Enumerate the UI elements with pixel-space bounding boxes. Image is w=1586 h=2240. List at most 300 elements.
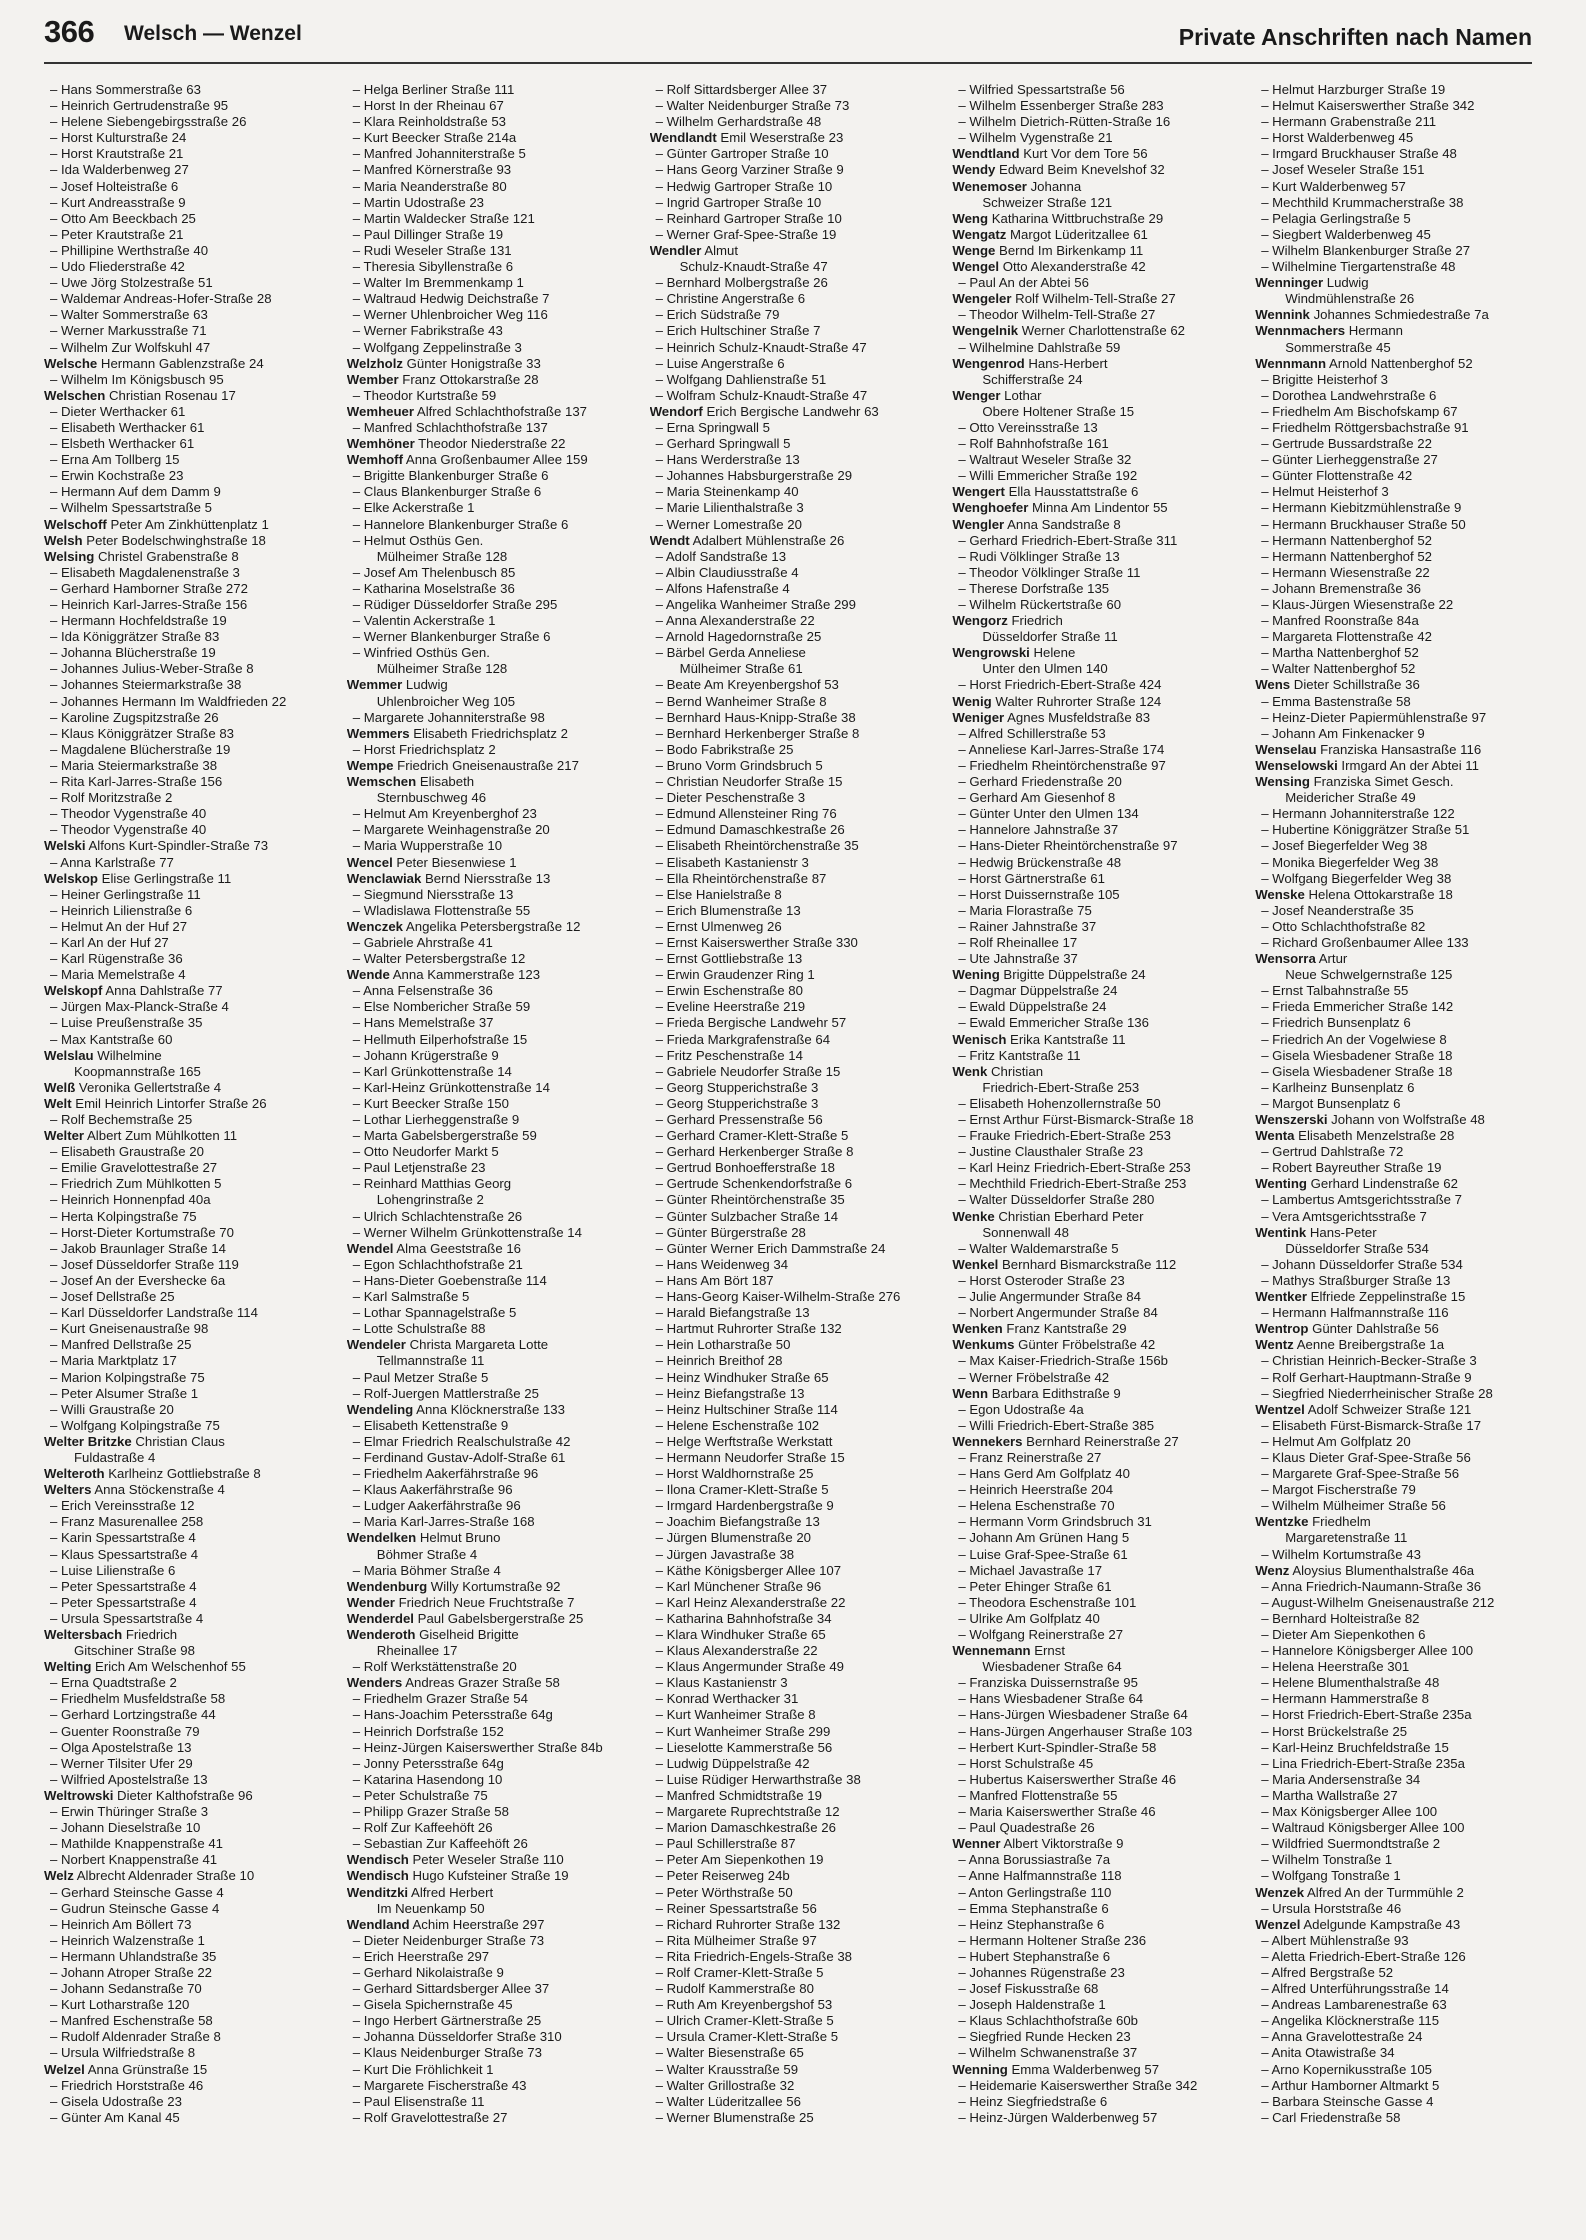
directory-entry (650, 130, 927, 146)
directory-entry (650, 1514, 927, 1530)
entry-text: – Katharina Bahnhofstraße 34 (655, 1610, 832, 1626)
entry-text: – Horst Osteroder Straße 23 (958, 1272, 1125, 1288)
entry-text: – Heinz-Jürgen Walderbenweg 57 (958, 2109, 1158, 2125)
column-1 (44, 82, 321, 2220)
entry-text: – Heinrich Lilienstraße 6 (50, 902, 193, 918)
directory-entry (44, 581, 321, 597)
directory-entry (952, 1788, 1229, 1804)
entry-text: – Johannes Julius-Weber-Straße 8 (50, 661, 254, 677)
entry-text: – Dieter Werthacker 61 (50, 403, 186, 419)
directory-entry (650, 1498, 927, 1514)
directory-entry (952, 677, 1229, 693)
entry-text: – Therese Dorfstraße 135 (958, 580, 1110, 596)
entry-text: – Franziska Duissernstraße 95 (958, 1675, 1138, 1691)
entry-text: – Peter Spessartstraße 4 (50, 1594, 197, 1610)
directory-entry (952, 742, 1229, 758)
directory-entry (952, 855, 1229, 871)
entry-text: – Friedhelm Musfeldstraße 58 (50, 1691, 226, 1707)
directory-entry (347, 790, 624, 806)
entry-text: – Horst Krautstraße 21 (50, 146, 184, 162)
entry-text: – Elisabeth Graustraße 20 (50, 1144, 204, 1160)
directory-entry (347, 1643, 624, 1659)
entry-text: – Gabriele Ahrstraße 41 (352, 934, 493, 950)
entry-text: Alma Geeststraße 16 (393, 1240, 521, 1256)
entry-text: – Jürgen Max-Planck-Straße 4 (50, 999, 229, 1015)
entry-text: – Angelika Wanheimer Straße 299 (655, 597, 856, 612)
directory-entry (650, 838, 927, 854)
entry-text: – Hermann Kiebitzmühlenstraße 9 (1261, 500, 1462, 516)
directory-entry (347, 822, 624, 838)
directory-entry (1255, 420, 1532, 436)
entry-text: – Olga Apostelstraße 13 (50, 1739, 192, 1755)
directory-entry (952, 1627, 1229, 1643)
entry-text: – Maria Böhmer Straße 4 (352, 1562, 501, 1578)
entry-text: – Emilie Gravelottestraße 27 (50, 1160, 218, 1176)
directory-entry (44, 1691, 321, 1707)
entry-text: – Wilhelm Blankenburger Straße 27 (1261, 242, 1471, 258)
directory-entry (44, 2029, 321, 2045)
directory-entry (650, 1772, 927, 1788)
entry-surname: Wenz (1255, 1562, 1290, 1578)
entry-text: – Anna Gravelottestraße 24 (1261, 2029, 1423, 2045)
entry-text: – Werner Fabrikstraße 43 (352, 323, 503, 339)
entry-text: – Paul Metzer Straße 5 (352, 1369, 489, 1385)
entry-text: Sommerstraße 45 (1285, 339, 1391, 355)
entry-text: – Alfred Schillerstraße 53 (958, 725, 1106, 741)
entry-text: – Josef Neanderstraße 35 (1261, 902, 1414, 918)
entry-surname: Wenzel (1255, 1916, 1301, 1932)
entry-text: – Ludger Aakerfährstraße 96 (352, 1498, 521, 1514)
directory-entry (1255, 291, 1532, 307)
entry-surname: Wendorf (649, 403, 703, 419)
entry-text: – Johannes Hermann Im Waldfrieden 22 (50, 693, 287, 709)
entry-text: – Wilhelm Zur Wolfskuhl 47 (50, 339, 211, 355)
directory-entry (650, 983, 927, 999)
entry-text: – Klaus Aakerfährstraße 96 (352, 1482, 513, 1498)
entry-text: – Heinz Biefangstraße 13 (655, 1385, 805, 1401)
entry-text: – Bernhard Holteistraße 82 (1261, 1610, 1420, 1626)
directory-entry (952, 565, 1229, 581)
directory-entry (347, 2029, 624, 2045)
entry-text: Düsseldorfer Straße 11 (982, 629, 1118, 645)
directory-entry (952, 275, 1229, 291)
directory-entry (650, 774, 927, 790)
directory-entry (1255, 533, 1532, 549)
directory-entry (347, 2094, 624, 2110)
directory-entry (952, 1724, 1229, 1740)
entry-text: – Reinhard Matthias Georg (352, 1176, 512, 1192)
entry-surname: Wenselowski (1255, 757, 1338, 773)
directory-entry (1255, 999, 1532, 1015)
directory-entry (650, 1418, 927, 1434)
entry-text: – Maria Kaiserswerther Straße 46 (958, 1804, 1156, 1820)
directory-entry (347, 1885, 624, 1901)
entry-text: – Angelika Klöcknerstraße 115 (1261, 2013, 1440, 2029)
entry-surname: Wens (1255, 677, 1291, 693)
directory-entry (44, 323, 321, 339)
entry-text: Almut (701, 242, 739, 258)
entry-text: – Hermann Halfmannstraße 116 (1261, 1305, 1449, 1321)
directory-entry (347, 677, 624, 693)
directory-entry (347, 1015, 624, 1031)
directory-entry (44, 871, 321, 887)
entry-text: – Bodo Fabrikstraße 25 (655, 741, 794, 757)
entry-text: – Helmut Harzburger Straße 19 (1261, 82, 1446, 97)
directory-entry (650, 1192, 927, 1208)
directory-entry (650, 549, 927, 565)
directory-entry (44, 1852, 321, 1868)
entry-text: – Hermann Neudorfer Straße 15 (655, 1449, 845, 1465)
directory-entry (347, 1579, 624, 1595)
entry-text: – Anne Halfmannstraße 118 (958, 1868, 1122, 1884)
entry-text: – Helmut Am Kreyenberghof 23 (352, 806, 537, 822)
entry-text: – Lothar Lierheggenstraße 9 (352, 1112, 520, 1127)
entry-text: – Peter Reiserweg 24b (655, 1868, 790, 1884)
entry-text: – Alfred Bergstraße 52 (1261, 1964, 1394, 1980)
directory-entry (347, 1289, 624, 1305)
entry-text: – Heinrich Honnenpfad 40a (50, 1192, 211, 1208)
directory-entry (952, 1820, 1229, 1836)
entry-text: – Alfred Unterführungsstraße 14 (1261, 1981, 1449, 1997)
directory-entry (1255, 967, 1532, 983)
directory-entry (44, 967, 321, 983)
directory-entry (952, 645, 1229, 661)
entry-text: – Wolfgang Kolpingstraße 75 (50, 1417, 220, 1433)
directory-entry (1255, 1080, 1532, 1096)
entry-text: – Johanna Düsseldorfer Straße 310 (352, 2029, 562, 2045)
entry-text: – Walter Biesenstraße 65 (655, 2045, 804, 2061)
entry-text: – Hubert Stephanstraße 6 (958, 1948, 1111, 1964)
directory-entry (650, 1563, 927, 1579)
directory-entry (1255, 259, 1532, 275)
entry-text: Neue Schwelgernstraße 125 (1285, 967, 1453, 983)
directory-entry (650, 1048, 927, 1064)
directory-entry (650, 291, 927, 307)
entry-surname: Wendtland (952, 146, 1020, 162)
entry-text: Alfred An der Turmmühle 2 (1304, 1884, 1464, 1900)
entry-surname: Wenemoser (952, 178, 1027, 194)
entry-text: Hans-Herbert (1024, 355, 1108, 371)
entry-text: – Hein Lotharstraße 50 (655, 1337, 791, 1353)
directory-entry (1255, 1917, 1532, 1933)
directory-entry (44, 2062, 321, 2078)
entry-text: – Bernhard Molbergstraße 26 (655, 275, 828, 291)
entry-text: – Emma Bastenstraße 58 (1261, 693, 1411, 709)
entry-text: – Franz Masurenallee 258 (50, 1514, 204, 1530)
entry-text: – Paul Schillerstraße 87 (655, 1836, 796, 1852)
entry-text: – Philipp Grazer Straße 58 (352, 1804, 509, 1820)
directory-entry (650, 1933, 927, 1949)
directory-entry (650, 1868, 927, 1884)
entry-text: Emma Walderbenweg 57 (1007, 2061, 1160, 2077)
entry-text: – Karl An der Huf 27 (50, 934, 169, 950)
entry-surname: Wengrowski (952, 645, 1030, 661)
entry-text: – Luise Angerstraße 6 (655, 355, 785, 371)
entry-surname: Wenclawiak (346, 870, 422, 886)
entry-text: – Egon Schlachthofstraße 21 (352, 1256, 523, 1272)
directory-entry (952, 1563, 1229, 1579)
directory-entry (1255, 758, 1532, 774)
directory-entry (1255, 597, 1532, 613)
entry-text: – Wolfgang Reinerstraße 27 (958, 1627, 1124, 1642)
entry-text: – Margarete Ruprechtstraße 12 (655, 1804, 840, 1820)
directory-entry (952, 1852, 1229, 1868)
entry-text: – Willi Friedrich-Ebert-Straße 385 (958, 1417, 1155, 1433)
entry-surname: Wenders (346, 1675, 403, 1691)
directory-entry (1255, 227, 1532, 243)
entry-text: Margaretenstraße 11 (1285, 1530, 1408, 1546)
directory-entry (1255, 903, 1532, 919)
entry-text: – Günter Gartroper Straße 10 (655, 146, 829, 162)
entry-text: Unter den Ulmen 140 (982, 661, 1108, 677)
entry-text: Emil Weserstraße 23 (716, 130, 844, 146)
entry-text: Uhlenbroicher Weg 105 (376, 693, 516, 709)
directory-entry (952, 2094, 1229, 2110)
directory-entry (1255, 130, 1532, 146)
directory-entry (44, 1450, 321, 1466)
directory-entry (1255, 742, 1532, 758)
entry-text: – Martha Nattenberghof 52 (1261, 645, 1419, 661)
entry-text: – Phillipine Werthstraße 40 (50, 242, 209, 258)
directory-entry (1255, 871, 1532, 887)
directory-entry (1255, 1997, 1532, 2013)
entry-text: – Joseph Haldenstraße 1 (958, 1997, 1106, 2013)
directory-entry (44, 1176, 321, 1192)
entry-text: – Peter Spessartstraße 4 (50, 1578, 197, 1594)
entry-text: – Hans Weidenweg 34 (655, 1256, 789, 1272)
directory-entry (1255, 1096, 1532, 1112)
directory-entry (1255, 1563, 1532, 1579)
directory-entry (347, 2110, 624, 2126)
entry-text: – Horst Walderbenweg 45 (1261, 130, 1414, 146)
entry-text: – Karl Heinz Friedrich-Ebert-Straße 253 (958, 1160, 1191, 1176)
entry-surname: Wentker (1255, 1289, 1307, 1305)
entry-surname: Wenge (952, 242, 996, 258)
directory-entry (44, 420, 321, 436)
entry-text: – Albin Claudiusstraße 4 (655, 564, 799, 580)
entry-text: – Erna Am Tollberg 15 (50, 452, 180, 468)
directory-entry (347, 1064, 624, 1080)
entry-text: Anna Sandstraße 8 (1004, 516, 1121, 532)
directory-entry (650, 565, 927, 581)
directory-entry (1255, 1225, 1532, 1241)
directory-entry (650, 694, 927, 710)
entry-text: – Ewald Düppelstraße 24 (958, 999, 1107, 1015)
entry-text: – Udo Fliederstraße 42 (50, 259, 185, 275)
directory-entry (650, 1675, 927, 1691)
entry-text: Johannes Schmiedestraße 7a (1309, 307, 1489, 323)
directory-entry (1255, 1740, 1532, 1756)
entry-text: Elisabeth Menzelstraße 28 (1294, 1128, 1455, 1144)
entry-text: – Klaus Dieter Graf-Spee-Straße 56 (1261, 1449, 1471, 1465)
directory-entry (650, 114, 927, 130)
entry-text: – Elisabeth Fürst-Bismarck-Straße 17 (1261, 1417, 1482, 1433)
entry-text: – Gerhard Nikolaistraße 9 (352, 1964, 504, 1980)
entry-text: – Carl Friedenstraße 58 (1261, 2109, 1401, 2125)
directory-entry (347, 1740, 624, 1756)
entry-text: Karlheinz Gottliebstraße 8 (104, 1466, 261, 1482)
entry-text: – Kurt Wanheimer Straße 8 (655, 1707, 816, 1723)
entry-text: – Luise Graf-Spee-Straße 61 (958, 1546, 1128, 1562)
entry-text: Aloysius Blumenthalstraße 46a (1289, 1562, 1475, 1578)
entry-text: – Heiner Gerlingstraße 11 (50, 886, 201, 902)
entry-text: – Rudolf Aldenrader Straße 8 (50, 2029, 221, 2045)
directory-entry (347, 1370, 624, 1386)
entry-text: – Paul Letjenstraße 23 (352, 1160, 486, 1176)
directory-entry (1255, 2062, 1532, 2078)
directory-entry (650, 1128, 927, 1144)
entry-text: – Gerhard Lortzingstraße 44 (50, 1707, 216, 1723)
directory-entry (1255, 1418, 1532, 1434)
entry-text: – Peter Wörthstraße 50 (655, 1884, 793, 1900)
entry-text: Edward Beim Knevelshof 32 (995, 162, 1165, 178)
directory-entry (44, 710, 321, 726)
entry-text: – Wolfgang Tonstraße 1 (1261, 1868, 1401, 1884)
entry-text: – Anneliese Karl-Jarres-Straße 174 (958, 741, 1165, 757)
entry-text: – Else Nombericher Straße 59 (352, 999, 531, 1015)
entry-surname: Welß (44, 1079, 76, 1095)
entry-text: – Maria Memelstraße 4 (50, 967, 186, 983)
entry-text: – Ernst Gottliebstraße 13 (655, 951, 803, 967)
entry-text: Schweizer Straße 121 (982, 194, 1113, 210)
directory-entry (1255, 146, 1532, 162)
entry-text: – Helene Eschenstraße 102 (655, 1417, 820, 1433)
entry-surname: Wendisch (346, 1852, 409, 1868)
directory-entry (952, 98, 1229, 114)
directory-entry (952, 1691, 1229, 1707)
entry-surname: Welter (44, 1128, 85, 1144)
directory-entry (952, 1337, 1229, 1353)
entry-text: – Hartmut Ruhrorter Straße 132 (655, 1321, 842, 1337)
directory-entry (347, 1981, 624, 1997)
entry-text: Wilhelmine (93, 1047, 162, 1063)
directory-entry (952, 581, 1229, 597)
directory-entry (1255, 1305, 1532, 1321)
entry-text: – Valentin Ackerstraße 1 (352, 613, 496, 629)
directory-entry (952, 629, 1229, 645)
directory-entry (44, 1579, 321, 1595)
entry-text: – Lina Friedrich-Ebert-Straße 235a (1261, 1755, 1465, 1771)
directory-entry (952, 259, 1229, 275)
directory-entry (650, 935, 927, 951)
entry-text: – Heinrich Am Böllert 73 (50, 1916, 192, 1932)
entry-text: – Fritz Peschenstraße 14 (655, 1047, 803, 1063)
directory-entry (1255, 243, 1532, 259)
directory-entry (347, 887, 624, 903)
directory-entry (1255, 1498, 1532, 1514)
entry-text: Elise Gerlingstraße 11 (98, 870, 232, 886)
directory-entry (952, 710, 1229, 726)
entry-text: – Karl Münchener Straße 96 (655, 1578, 822, 1594)
entry-text: – Herta Kolpingstraße 75 (50, 1208, 197, 1224)
directory-entry (347, 1691, 624, 1707)
directory-entry (347, 1707, 624, 1723)
entry-text: – Heinz Windhuker Straße 65 (655, 1369, 829, 1385)
directory-entry (952, 1579, 1229, 1595)
entry-text: Lothar (1000, 387, 1042, 403)
entry-text: – Ute Jahnstraße 37 (958, 951, 1078, 967)
entry-text: Friedrich (122, 1627, 178, 1642)
entry-text: Anna Grünstraße 15 (84, 2061, 208, 2077)
entry-text: – Hermann Nattenberghof 52 (1261, 548, 1433, 564)
directory-entry (650, 1788, 927, 1804)
entry-text: – Klaus Angermunder Straße 49 (655, 1659, 844, 1675)
directory-entry (347, 903, 624, 919)
directory-entry (44, 162, 321, 178)
directory-entry (44, 742, 321, 758)
directory-entry (1255, 323, 1532, 339)
entry-surname: Wensorra (1255, 951, 1316, 967)
entry-surname: Wendy (952, 162, 996, 178)
entry-text: Christa Margareta Lotte (405, 1337, 549, 1353)
entry-text: – Anna Felsenstraße 36 (352, 983, 493, 999)
entry-text: – Margarete Weinhagenstraße 20 (352, 822, 550, 838)
entry-text: – Brigitte Heisterhof 3 (1261, 371, 1388, 387)
entry-text: – Walter Im Bremmenkamp 1 (352, 275, 524, 291)
directory-entry (650, 1112, 927, 1128)
directory-entry (347, 1192, 624, 1208)
entry-text: – Heinz Stephanstraße 6 (958, 1916, 1105, 1932)
entry-surname: Wennekers (952, 1433, 1023, 1449)
entry-text: – Martha Wallstraße 27 (1261, 1787, 1398, 1803)
entry-text: – Ewald Emmericher Straße 136 (958, 1015, 1149, 1031)
directory-entry (44, 275, 321, 291)
entry-text: – Heinz-Jürgen Kaiserswerther Straße 84b (352, 1739, 603, 1755)
entry-surname: Wenning (952, 2061, 1008, 2077)
directory-entry (952, 1370, 1229, 1386)
entry-text: – Walter Neidenburger Straße 73 (655, 98, 850, 114)
directory-entry (1255, 1965, 1532, 1981)
entry-text: – Rolf Gravelottestraße 27 (352, 2109, 508, 2125)
directory-entry (347, 597, 624, 613)
directory-entry (650, 951, 927, 967)
directory-entry (952, 1112, 1229, 1128)
entry-text: – Helene Siebengebirgsstraße 26 (50, 114, 247, 130)
directory-entry (44, 999, 321, 1015)
entry-text: – Manfred Schmidtstraße 19 (655, 1787, 822, 1803)
entry-surname: Weltrowski (44, 1787, 114, 1803)
entry-surname: Wentzke (1255, 1514, 1309, 1530)
entry-text: – Theodor Wilhelm-Tell-Straße 27 (958, 307, 1156, 323)
directory-entry (650, 1241, 927, 1257)
directory-entry (44, 1611, 321, 1627)
directory-entry (952, 1530, 1229, 1546)
entry-text: – Gudrun Steinsche Gasse 4 (50, 1900, 220, 1916)
directory-entry (952, 340, 1229, 356)
directory-entry (1255, 2078, 1532, 2094)
entry-text: – Dieter Neidenburger Straße 73 (352, 1932, 545, 1948)
entry-text: Bernhard Bismarckstraße 112 (998, 1256, 1177, 1272)
entry-text: – Ella Rheintörchenstraße 87 (655, 870, 827, 886)
directory-entry (1255, 1643, 1532, 1659)
entry-text: – Kurt Wanheimer Straße 299 (655, 1723, 831, 1739)
entry-text: – Gisela Udostraße 23 (50, 2093, 182, 2109)
entry-text: – Hermann Hochfeldstraße 19 (50, 613, 227, 629)
entry-text: Ludwig (1323, 275, 1369, 291)
entry-text: Andreas Grazer Straße 58 (402, 1675, 560, 1691)
directory-entry (952, 1257, 1229, 1273)
directory-entry (952, 1514, 1229, 1530)
entry-text: – Wilhelm Kortumstraße 43 (1261, 1546, 1421, 1562)
directory-entry (650, 1015, 927, 1031)
entry-text: – Gerhard Sittardsberger Allee 37 (352, 1981, 550, 1997)
entry-text: – Günter Bürgerstraße 28 (655, 1224, 806, 1240)
entry-text: – Heidemarie Kaiserswerther Straße 342 (958, 2077, 1198, 2093)
directory-entry (1255, 565, 1532, 581)
directory-entry (1255, 1257, 1532, 1273)
entry-text: – Dieter Peschenstraße 3 (655, 790, 806, 806)
entry-surname: Welzholz (346, 355, 403, 371)
